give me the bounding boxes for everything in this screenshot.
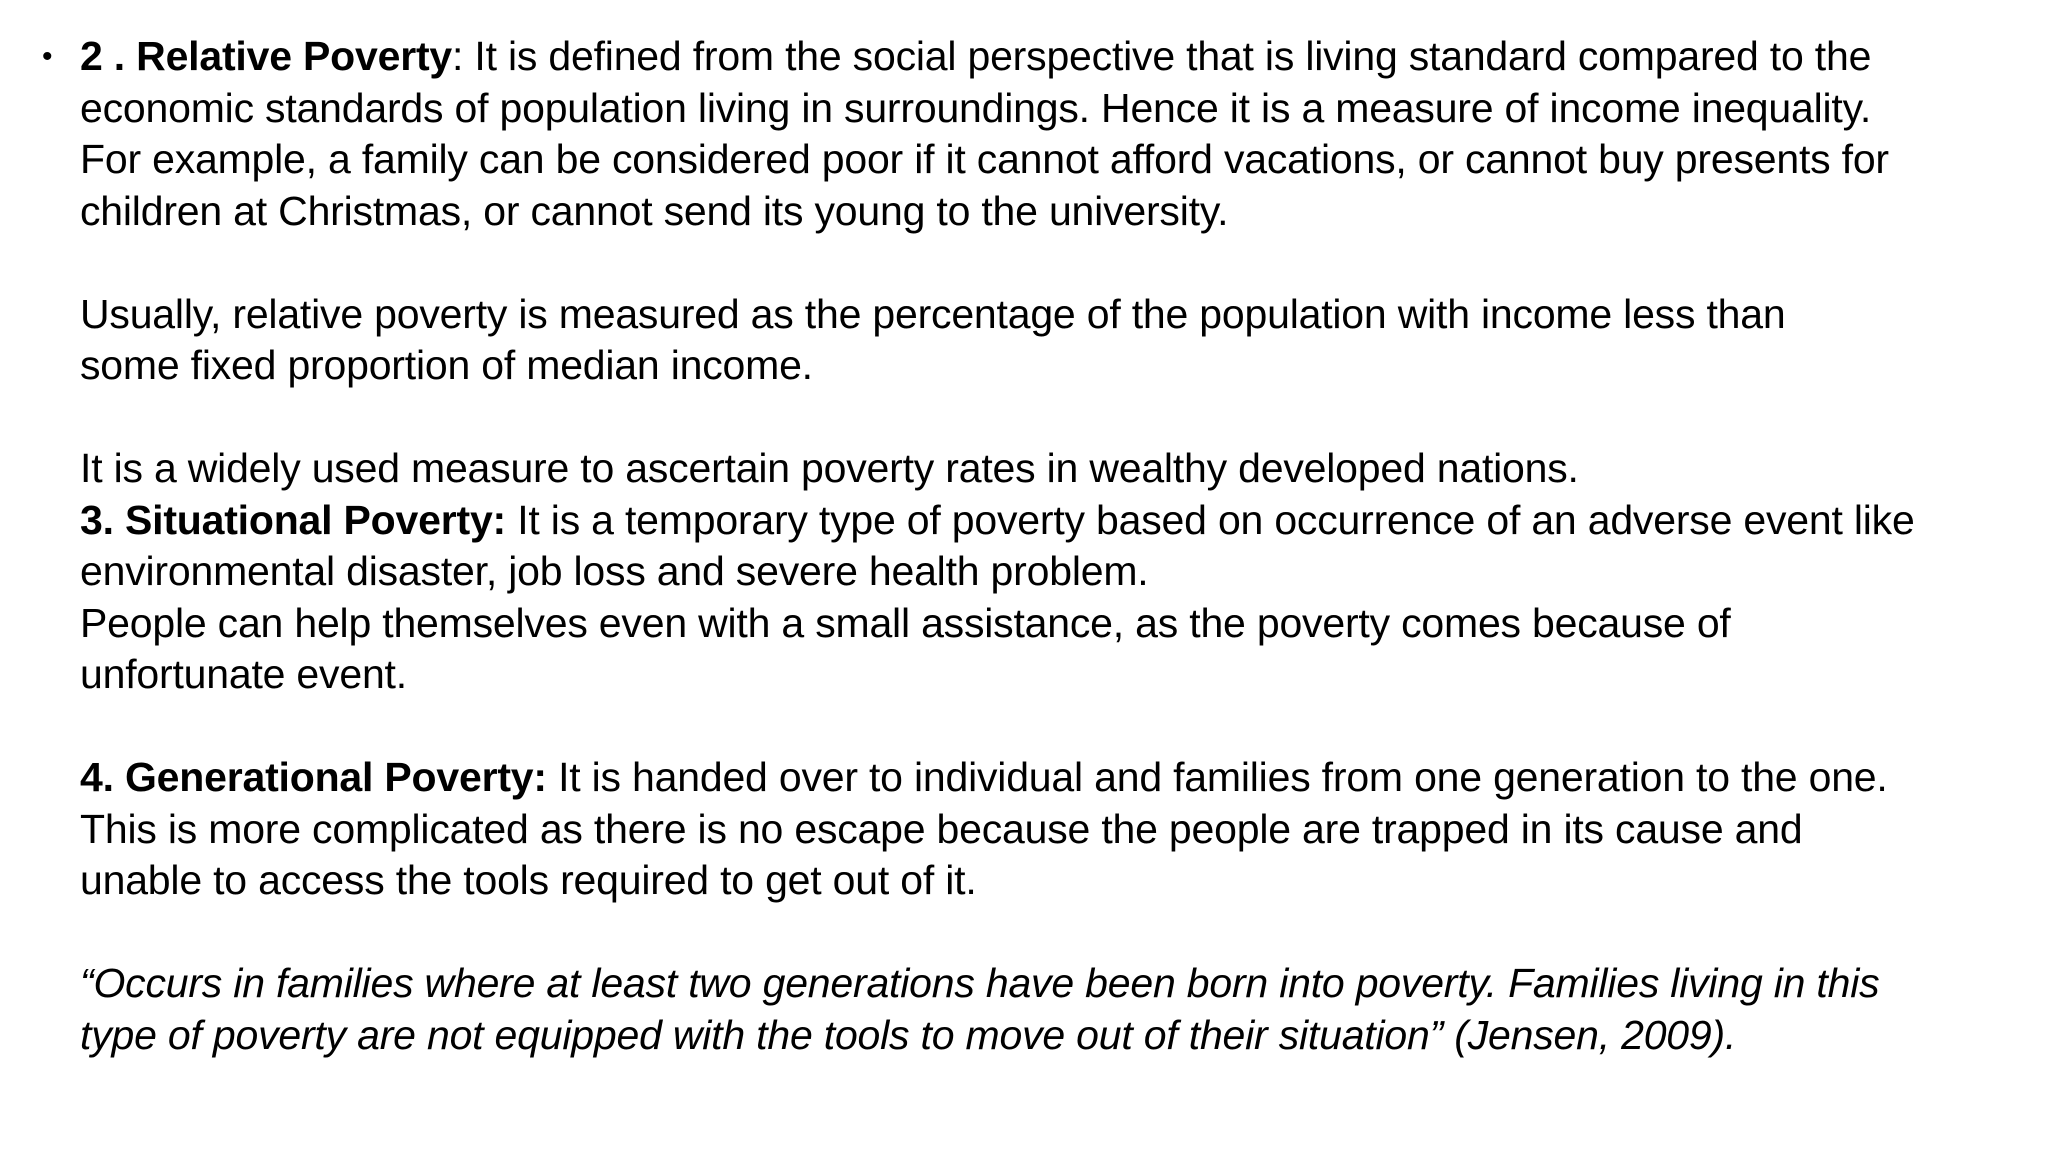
text-line: Usually, relative poverty is measured as the percentage of the population with income less than	[80, 290, 1786, 337]
text-run: : It is defined from the social perspective that is living standard compared to the	[452, 33, 1872, 79]
text-run: It is handed over to individual and families from one generation to the one.	[546, 754, 1888, 800]
blank-line	[80, 701, 2040, 753]
paragraph-widely-used: It is a widely used measure to ascertain poverty rates in wealthy developed nations.	[80, 445, 1579, 491]
slide-body-text	[42, 31, 2040, 1061]
text-line	[80, 31, 2040, 83]
text-line	[80, 752, 2040, 804]
text-run: It is a temporary type of poverty based on occurrence of an adverse event like	[506, 496, 1915, 543]
paragraph-quote	[80, 958, 2040, 1061]
quote-text: “Occurs in families where at least two generations have been born into poverty. Families living in this	[80, 960, 1880, 1006]
text-line: This is more complicated as there is no escape because the people are trapped in its cause and	[80, 805, 1803, 852]
paragraph-relative-poverty	[80, 31, 2040, 237]
heading-generational-poverty: 4. Generational Poverty:	[80, 754, 547, 800]
text-line	[80, 495, 2040, 547]
heading-relative-poverty: 2 . Relative Poverty	[80, 33, 453, 79]
text-line: environmental disaster, job loss and severe health problem.	[80, 548, 1149, 594]
blank-line	[80, 237, 2040, 289]
blank-line	[80, 392, 2040, 444]
quote-line	[80, 958, 2040, 1010]
bullet-point: •	[42, 40, 53, 73]
quote-text: type of poverty are not equipped with the tools to move out of their situation” (Jensen, 2009).	[80, 1011, 1737, 1058]
paragraph-generational-poverty	[80, 752, 2040, 907]
text-line: unfortunate event.	[80, 651, 407, 697]
quote-line	[80, 1010, 2040, 1062]
text-line: some fixed proportion of median income.	[80, 342, 813, 388]
text-line: children at Christmas, or cannot send its young to the university.	[80, 187, 1229, 234]
heading-situational-poverty: 3. Situational Poverty:	[80, 496, 507, 543]
text-line: economic standards of population living in surroundings. Hence it is a measure of income inequality.	[80, 84, 1872, 131]
paragraph-measured	[80, 289, 2040, 392]
paragraph-situational-poverty	[80, 495, 2040, 701]
text-line: People can help themselves even with a small assistance, as the poverty comes because of	[80, 599, 1731, 646]
text-line: unable to access the tools required to get out of it.	[80, 857, 977, 903]
text-line: For example, a family can be considered poor if it cannot afford vacations, or cannot buy presents for	[80, 136, 1889, 182]
blank-line	[80, 907, 2040, 959]
